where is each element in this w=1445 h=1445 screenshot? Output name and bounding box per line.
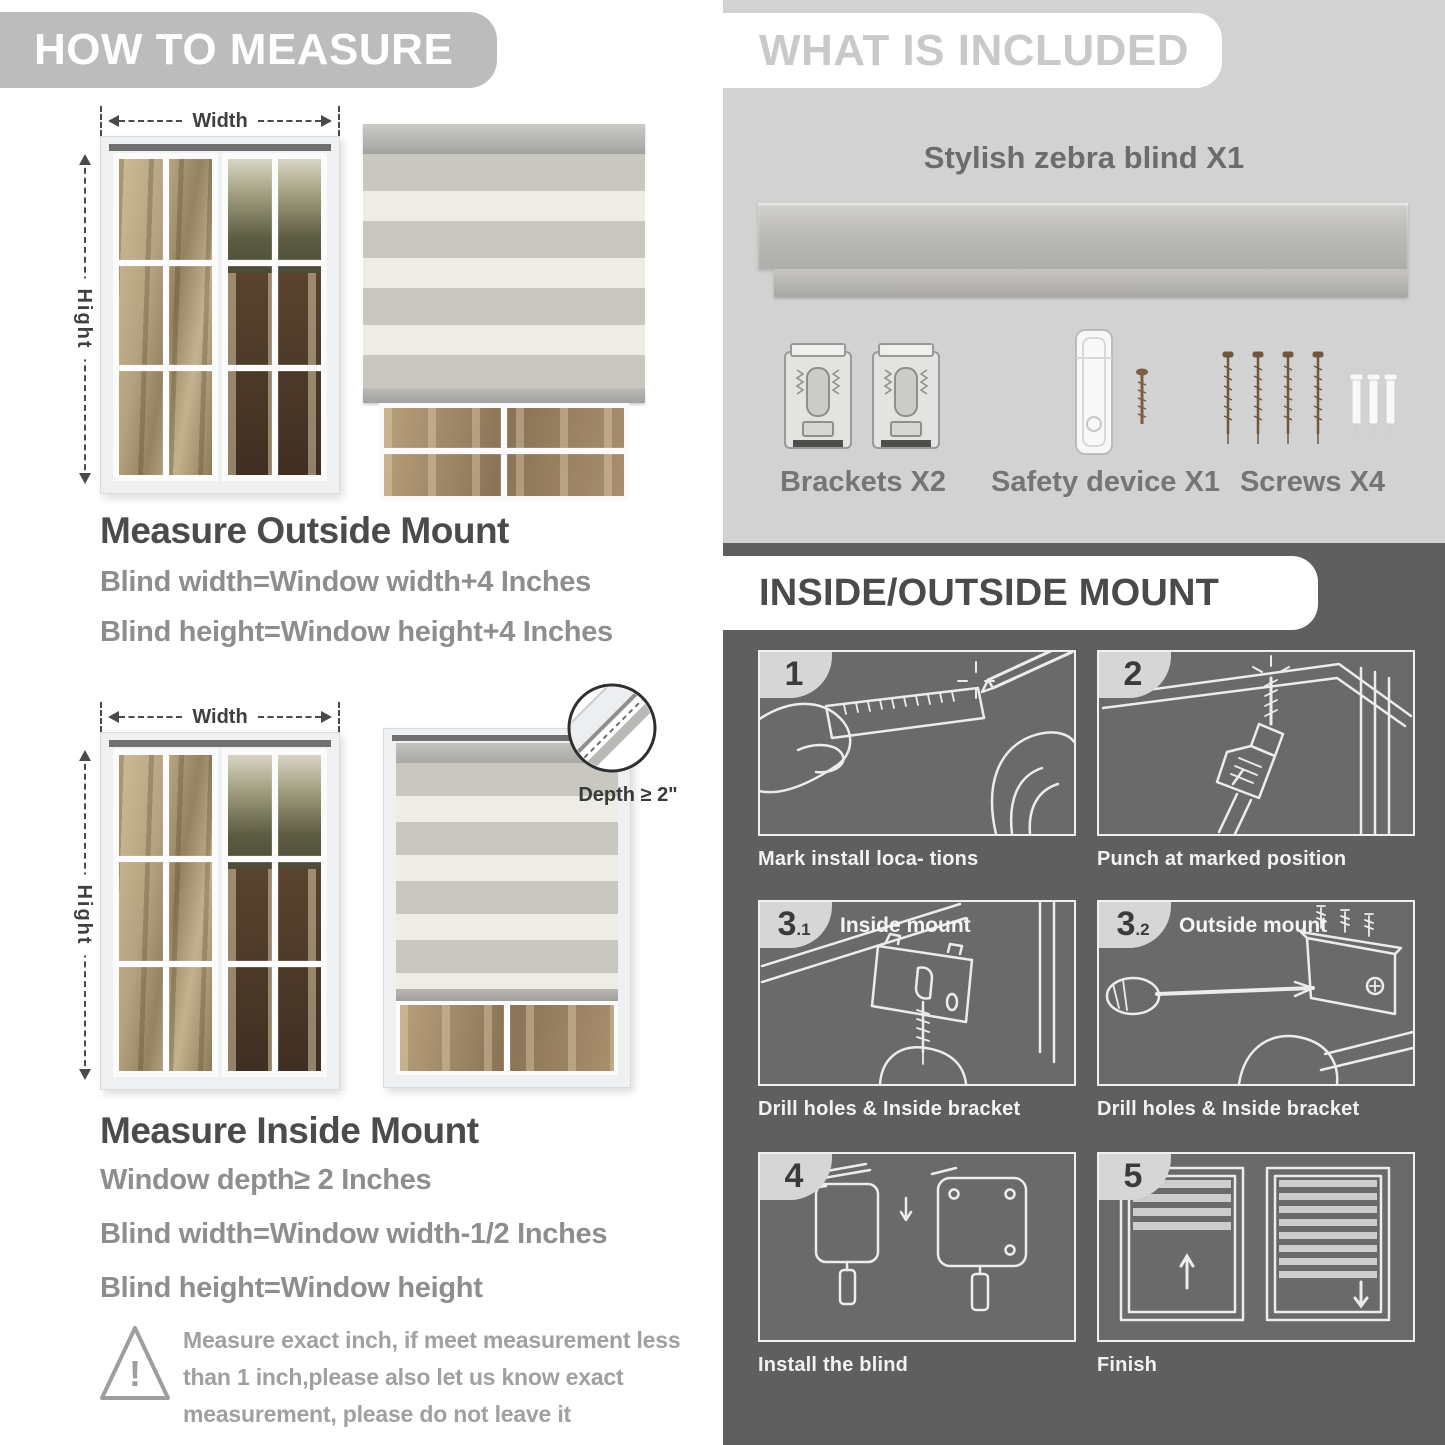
window-muntin [119,961,212,967]
window-muntin [228,961,321,967]
window-muntin [384,448,624,454]
step-5-panel [1097,1152,1415,1342]
width-label: Width [192,705,248,728]
product-label: Stylish zebra blind X1 [923,140,1245,175]
step-1-caption: Mark install loca- tions [758,848,979,870]
depth-magnifier [566,682,658,779]
arrow-right-icon [321,115,338,127]
outside-mount-heading: Measure Outside Mount [100,510,509,551]
what-is-included-title: WHAT IS INCLUDED [759,25,1190,75]
window-door-right [222,153,327,481]
dimension-tick [338,702,340,732]
zebra-blind-outside-illustration [363,124,645,501]
inside-width-formula: Blind width=Window width-1/2 Inches [100,1218,608,1250]
step-5 [1097,1152,1415,1377]
window-muntin [228,365,321,371]
window-under-blind [379,403,629,501]
arrow-up-icon [79,744,91,761]
window-door-left [113,749,218,1077]
step-2-badge: 2 [1099,652,1171,698]
step-1-panel [758,650,1076,836]
brackets-icon [783,338,943,465]
warning-note [183,1322,680,1433]
warning-triangle-icon [95,1320,175,1415]
arrow-left-icon [102,711,119,723]
inside-mount-heading: Measure Inside Mount [100,1110,479,1151]
warning-line-2: than 1 inch,please also let us know exact [183,1364,624,1390]
arrow-right-icon [321,711,338,723]
step-3-2-badge: 3 .2 [1099,902,1171,948]
mount-title: INSIDE/OUTSIDE MOUNT [759,571,1220,614]
brackets-label: Brackets X2 [779,466,947,498]
dimension-tick [338,106,340,136]
step-2-caption: Punch at marked position [1097,848,1347,870]
zebra-blind-inside-illustration [383,728,631,1088]
step-3-2-caption: Drill holes & Inside bracket [1097,1098,1360,1120]
width-label: Width [192,109,248,132]
window-illustration-inside [100,732,340,1090]
step-5-caption: Finish [1097,1354,1158,1376]
screws-icon [1212,348,1412,465]
how-to-measure-title: HOW TO MEASURE [34,25,454,74]
window-muntin [504,1005,510,1071]
step-3-2-panel [1097,900,1415,1086]
window-muntin [119,856,212,862]
step-1 [758,650,1076,871]
magnifier-icon [566,682,658,774]
screws-label: Screws X4 [1239,466,1386,498]
warning-line-3: measurement, please do not leave it [183,1401,571,1427]
step-3-1-title: Inside mount [840,914,971,937]
step-2 [1097,650,1415,871]
arrow-down-icon [79,1069,91,1086]
height-dimension-outside [70,148,100,490]
step-5-badge: 5 [1099,1154,1171,1200]
step-3-2 [1097,900,1415,1121]
inside-height-formula: Blind height=Window height [100,1272,483,1304]
window-muntin [119,365,212,371]
inside-depth-formula: Window depth≥ 2 Inches [100,1164,432,1196]
depth-label: Depth ≥ 2" [578,784,678,806]
width-dimension-outside [100,106,340,136]
window-illustration-outside [100,136,340,494]
window-under-blind [396,1001,618,1075]
blind-bottom-rail [396,989,618,1001]
mount-banner [723,556,1318,630]
window-muntin [163,159,169,475]
arrow-left-icon [102,115,119,127]
step-1-badge: 1 [760,652,832,698]
window-muntin [119,260,212,266]
window-muntin [163,755,169,1071]
outside-height-formula: Blind height=Window height+4 Inches [100,616,613,648]
step-3-2-title: Outside mount [1179,914,1328,937]
step-3-1 [758,900,1076,1121]
dashed-line [119,716,182,718]
window-door-right [222,749,327,1077]
how-to-measure-banner [0,12,497,88]
svg-text:!: ! [129,1353,141,1394]
window-door-left [113,153,218,481]
outside-width-formula: Blind width=Window width+4 Inches [100,566,591,598]
width-dimension-inside [100,702,340,732]
dashed-line [258,120,321,122]
safety-device-icon [1050,328,1160,485]
arrow-up-icon [79,148,91,165]
step-4-badge: 4 [760,1154,832,1200]
blind-bottomrail-image [774,269,1408,297]
step-3-1-caption: Drill holes & Inside bracket [758,1098,1021,1120]
step-3-1-panel [758,900,1076,1086]
height-label: Hight [72,278,95,359]
blind-headrail-image [758,203,1408,269]
blind-zebra-fabric [363,154,645,388]
dashed-line [119,120,182,122]
step-4 [758,1152,1076,1377]
window-muntin [228,856,321,862]
what-is-included-banner [723,13,1222,88]
height-label: Hight [72,874,95,955]
blind-headrail [363,124,645,154]
arrow-down-icon [79,473,91,490]
step-4-panel [758,1152,1076,1342]
height-dimension-inside [70,744,100,1086]
safety-device-label: Safety device X1 [991,466,1220,498]
step-3-1-badge: 3 .1 [760,902,832,948]
step-4-caption: Install the blind [758,1354,909,1376]
warning-line-1: Measure exact inch, if meet measurement less [183,1327,681,1353]
dashed-line [258,716,321,718]
window-muntin [272,159,278,475]
step-2-panel [1097,650,1415,836]
window-muntin [272,755,278,1071]
window-muntin [228,260,321,266]
blind-bottom-rail [363,388,645,403]
